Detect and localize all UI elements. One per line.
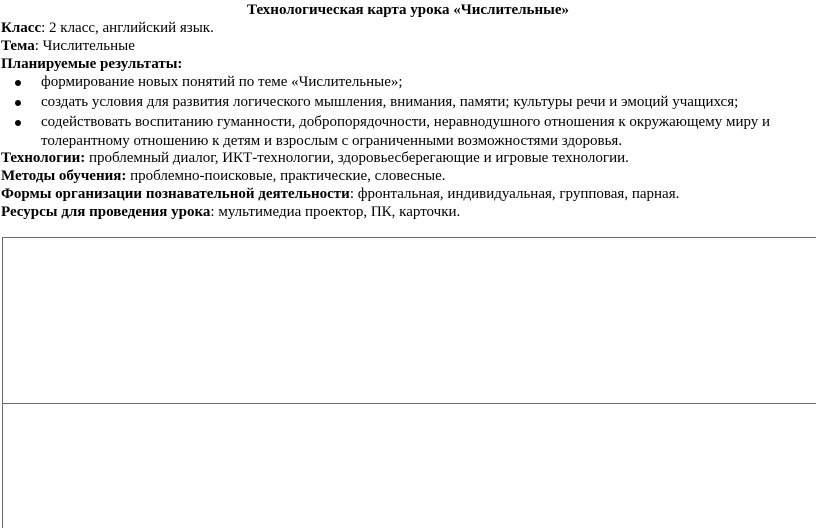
methods-line xyxy=(1,167,446,185)
methods-value: проблемно-поисковые, практические, словесные. xyxy=(126,168,446,184)
topic-line xyxy=(1,37,135,55)
list-item-text: формирование новых понятий по теме «Числительные»; xyxy=(41,74,403,90)
technologies-label: Технологии: xyxy=(1,150,86,166)
forms-label: Формы организации познавательной деятельности xyxy=(1,186,350,202)
document-title: Технологическая карта урока «Числительные» xyxy=(247,2,569,18)
forms-line xyxy=(1,185,679,203)
list-item-continuation: толерантному отношению к детям и взрослым с ограниченными возможностями здоровья. xyxy=(41,133,623,149)
list-item-text: создать условия для развития логического мышления, внимания, памяти; культуры речи и эмоций учащихся; xyxy=(41,94,739,110)
methods-label: Методы обучения: xyxy=(1,168,127,184)
class-line xyxy=(1,19,214,37)
table-row-divider xyxy=(2,403,816,404)
forms-value: : фронтальная, индивидуальная, групповая, парная. xyxy=(349,186,680,202)
bullet-icon xyxy=(15,80,21,86)
technologies-value: проблемный диалог, ИКТ-технологии, здоровьесберегающие и игровые технологии. xyxy=(85,150,629,166)
lesson-table xyxy=(2,237,816,528)
topic-value: : Числительные xyxy=(34,38,135,54)
class-value: : 2 класс, английский язык. xyxy=(41,20,214,36)
resources-value: : мультимедиа проектор, ПК, карточки. xyxy=(210,204,461,220)
topic-label: Тема xyxy=(1,38,35,54)
bullet-icon xyxy=(15,100,21,106)
technologies-line xyxy=(1,149,629,167)
bullet-icon xyxy=(15,120,21,126)
planned-results-heading: Планируемые результаты: xyxy=(1,56,183,72)
class-label: Класс xyxy=(1,20,42,36)
list-item-text: содействовать воспитанию гуманности, добропорядочности, неравнодушного отношения к окружающему миру и xyxy=(41,114,771,130)
resources-label: Ресурсы для проведения урока xyxy=(1,204,211,220)
resources-line xyxy=(1,203,460,221)
